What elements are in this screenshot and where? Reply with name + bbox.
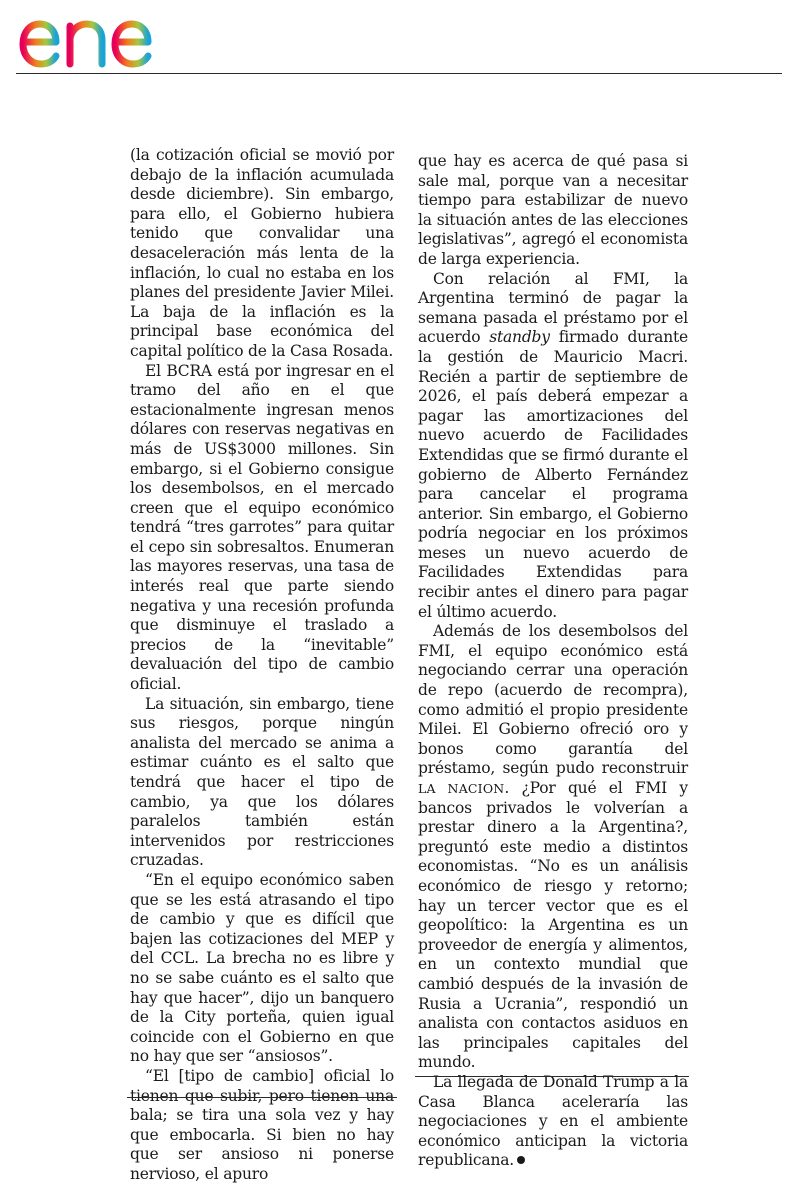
paragraph [418, 270, 688, 623]
paragraph [418, 622, 688, 1073]
article-column-right [418, 152, 688, 1171]
paragraph: El BCRA está por ingresar en el tramo del año en el que estacionalmente ingresan menos dólares con reservas negativas en más de US$3000 millones. Sin embargo, si el Gobierno consigue los desembolsos, en el mercado creen que el equipo económico tendrá “tres garrotes” para quitar el cepo sin sobresaltos. Enumeran las mayores reservas, una tasa de interés real que parte siendo negativa y una recesión profunda que disminuye el traslado a precios de la “inevitable” devaluación del tipo de cambio oficial. [130, 361, 394, 694]
page-header [0, 0, 800, 80]
article-column-left [130, 146, 394, 1184]
paragraph: “El [tipo de cambio] oficial lo tienen que subir, pero tienen una bala; se tira una sola vez y hay que embocarla. Si bien no hay que ser ansioso ni ponerse nervioso, el apuro [130, 1066, 394, 1183]
enel-logo [16, 2, 196, 76]
column-end-rule-right [415, 1076, 689, 1077]
paragraph [418, 1073, 688, 1171]
paragraph: La situación, sin embargo, tiene sus riesgos, porque ningún analista del mercado se anima a estimar cuánto es el salto que tendrá que hacer el tipo de cambio, ya que los dólares paralelos también están intervenidos por restricciones cruzadas. [130, 694, 394, 870]
emphasis-standby: standby [489, 328, 550, 347]
paragraph-text: Además de los desembolsos del FMI, el equipo económico está negociando cerrar una operación de repo (acuerdo de recompra), como admitió el propio presidente Milei. El Gobierno ofreció oro y bonos como garantía del préstamo, según pudo reconstruir [418, 622, 688, 778]
publication-name: LA NACION [418, 781, 505, 796]
paragraph-text: firmado durante la gestión de Mauricio Macri. Recién a partir de septiembre de 2026, el país deberá empezar a pagar las amortizaciones del nuevo acuerdo de Facilidades Extendidas que se firmó durante el gobierno de Alberto Fernández para cancelar el programa anterior. Sin embargo, el Gobierno podría negociar en los próximos meses un nuevo acuerdo de Facilidades Extendidas para recibir antes el dinero para pagar el último acuerdo. [418, 328, 688, 621]
column-end-rule-left [127, 1097, 397, 1098]
paragraph-text: Con relación al FMI, la Argentina terminó de pagar la semana pasada el préstamo por el acuerdo [418, 269, 688, 347]
header-divider [16, 73, 782, 74]
paragraph: (la cotización oficial se movió por debajo de la inflación acumulada desde diciembre). Sin embargo, para ello, el Gobierno hubiera tenido que convalidar una desaceleración más lenta de la inflación, lo cual no estaba en los planes del presidente Javier Milei. La baja de la inflación es la principal base económica del capital político de la Casa Rosada. [130, 146, 394, 360]
paragraph: “En el equipo económico saben que se les está atrasando el tipo de cambio y que es difícil que bajen las cotizaciones del MEP y del CCL. La brecha no es libre y no se sabe cuánto es el salto que hay que hacer”, dijo un banquero de la City porteña, quien igual coincide con el Gobierno en que no hay que ser “ansiosos”. [130, 870, 394, 1066]
paragraph-text: La llegada de Donald Trump a la Casa Blanca aceleraría las negociaciones y en el ambiente económico anticipan la victoria republicana. [418, 1072, 688, 1170]
paragraph-text: . ¿Por qué el FMI y bancos privados le volverían a prestar dinero a la Argentina?, preguntó este medio a distintos economistas. “No es un análisis económico de riesgo y retorno; hay un tercer vector que es el geopolítico: la Argentina es un proveedor de energía y alimentos, en un contexto mundial que cambió después de la invasión de Rusia a Ucrania”, respondió un analista con contactos asiduos en las principales capitales del mundo. [418, 779, 688, 1072]
paragraph: que hay es acerca de qué pasa si sale mal, porque van a necesitar tiempo para estabilizar de nuevo la situación antes de las elecciones legislativas”, agregó el economista de larga experiencia. [418, 152, 688, 268]
end-mark-icon [517, 1156, 525, 1164]
